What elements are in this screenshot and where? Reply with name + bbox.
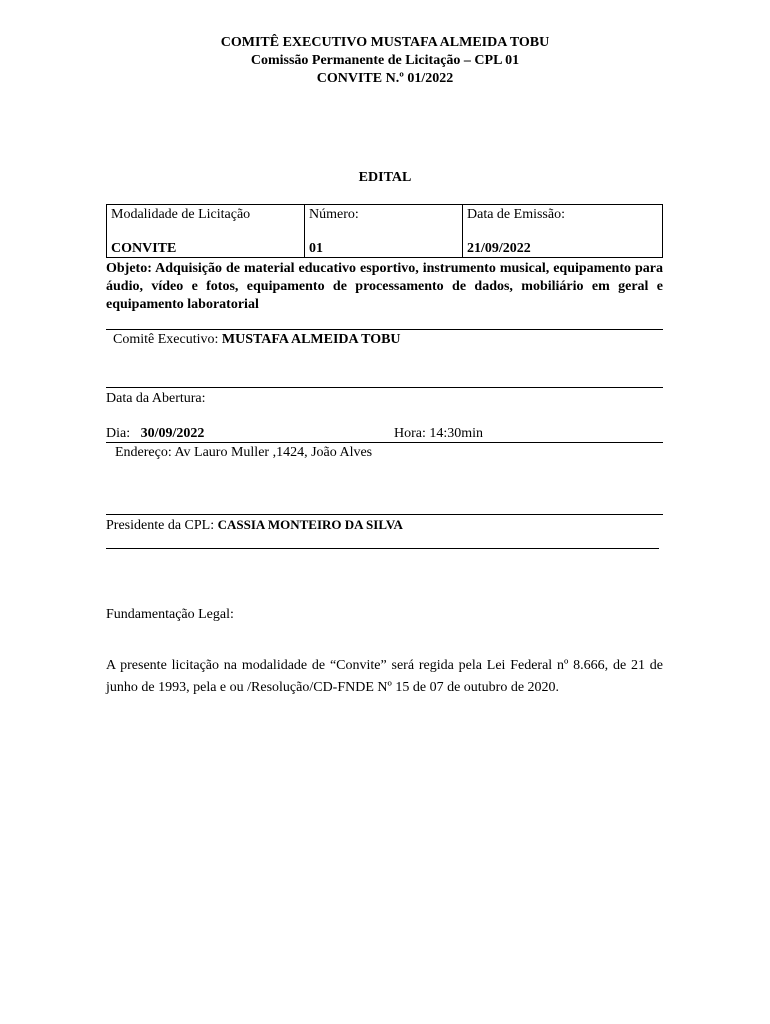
- dia-label: Dia:: [106, 426, 131, 441]
- endereco-value: Endereço: Av Lauro Muller ,1424, João Alves: [115, 445, 373, 460]
- modalidade-value: CONVITE: [111, 241, 177, 256]
- data-emissao-label: Data de Emissão:: [467, 207, 565, 222]
- divider: [106, 329, 663, 330]
- numero-label: Número:: [309, 207, 359, 222]
- comite-value: MUSTAFA ALMEIDA TOBU: [221, 332, 401, 347]
- divider: [106, 442, 663, 443]
- document-title: EDITAL: [358, 170, 412, 185]
- info-cell-numero: [305, 205, 463, 257]
- divider: [106, 387, 663, 388]
- objeto-paragraph: Objeto: Adquisição de material educativo esportivo, instrumento musical, equipamento para áudio, vídeo e fotos, equipamento de processamento de dados, mobiliário em geral e equipamento laboratorial: [106, 261, 663, 312]
- info-cell-data-emissao: [463, 205, 662, 257]
- comite-label: Comitê Executivo:: [113, 332, 222, 347]
- presidente-line: [106, 517, 403, 534]
- fundamentacao-text: A presente licitação na modalidade de “Convite” será regida pela Lei Federal nº 8.666, de 21 de junho de 1993, pela e ou /Resolução/CD-FNDE Nº 15 de 07 de outubro de 2020.: [106, 658, 663, 695]
- comite-line: [113, 332, 401, 348]
- dia-line: [106, 426, 204, 442]
- hora-value: Hora: 14:30min: [394, 426, 484, 441]
- fundamentacao-label: Fundamentação Legal:: [106, 607, 234, 622]
- info-cell-modalidade: [107, 205, 305, 257]
- presidente-label: Presidente da CPL:: [106, 518, 218, 533]
- modalidade-label: Modalidade de Licitação: [111, 207, 251, 222]
- signature-line: [106, 548, 659, 549]
- abertura-label: Data da Abertura:: [106, 391, 206, 406]
- header-commission: Comissão Permanente de Licitação – CPL 01: [250, 53, 520, 68]
- numero-value: 01: [309, 241, 323, 256]
- data-emissao-value: 21/09/2022: [467, 241, 531, 256]
- divider: [106, 514, 663, 515]
- info-table: [106, 204, 663, 258]
- header-committee-name: COMITÊ EXECUTIVO MUSTAFA ALMEIDA TOBU: [220, 35, 550, 50]
- header-convite-number: CONVITE N.º 01/2022: [316, 71, 454, 86]
- presidente-value: CASSIA MONTEIRO DA SILVA: [217, 517, 403, 532]
- dia-value: 30/09/2022: [140, 426, 205, 441]
